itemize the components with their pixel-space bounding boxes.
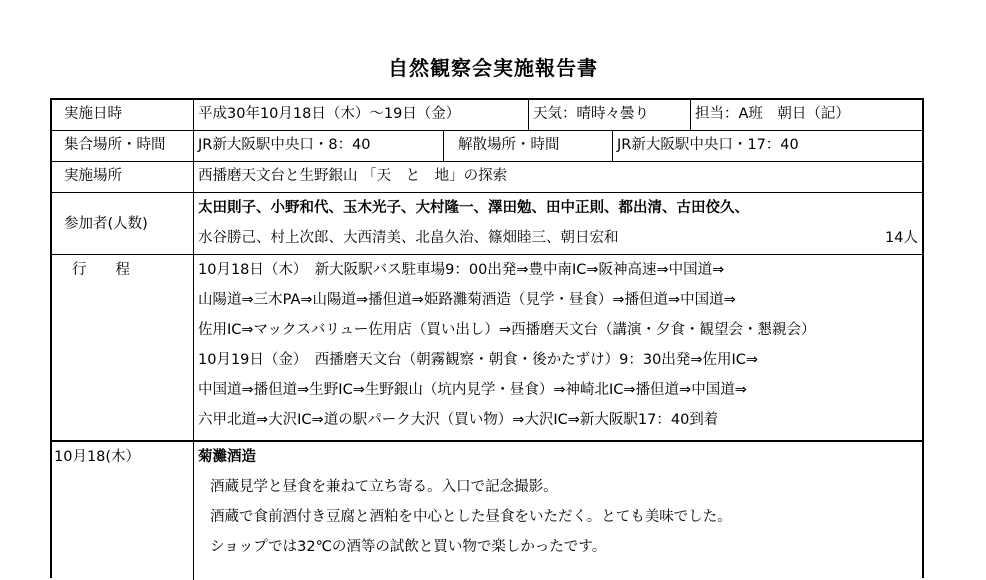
report-table [50,98,924,578]
row-meeting [52,130,922,161]
document-title: 自然観察会実施報告書 [388,56,598,80]
participants-line-1: 太田則子、小野和代、玉木光子、大村隆一、澤田勉、田中正則、都出清、古田佼久、 [198,200,749,216]
date-value: 平成30年10月18日（木）～19日（金） [193,100,528,130]
dismiss-label: 解散場所・時間 [443,131,612,161]
row-place [52,161,922,192]
reporter-value: 担当：A班 朝日（記） [690,100,922,130]
itinerary-label: 行 程 [72,262,130,278]
itinerary-line: 佐用IC⇒マックスバリュー佐用店（買い出し）⇒西播磨天文台（講演・夕食・観望会・懇親会） [198,322,816,338]
row-date [52,100,922,130]
itinerary-value [193,255,922,440]
participants-line-2-wrap [198,223,922,253]
report-line: ショップでは32℃の酒等の試飲と買い物で楽しかったです。 [210,539,607,555]
report-heading: 菊灘酒造 [198,449,256,465]
itinerary-line: 10月18日（木） 新大阪駅バス駐車場9：00出発⇒豊中南IC⇒阪神高速⇒中国道⇒ [198,262,725,278]
report-line: 酒蔵見学と昼食を兼ねて立ち寄る。入口で記念撮影。 [210,479,558,495]
weather-value: 天気：晴時々曇り [528,100,690,130]
participants-value [193,193,922,254]
participants-line-2: 水谷勝己、村上次郎、大西清美、北畠久治、篠畑睦三、朝日宏和 [198,230,619,246]
row-itinerary [52,254,922,440]
meeting-label: 集合場所・時間 [64,137,166,153]
row-report [52,440,922,580]
row-participants [52,192,922,254]
itinerary-line: 中国道⇒播但道⇒生野IC⇒生野銀山（坑内見学・昼食）⇒神崎北IC⇒播但道⇒中国道⇒ [198,382,747,398]
date-label: 実施日時 [64,106,122,122]
meeting-value: JR新大阪駅中央口・8：40 [193,131,443,161]
dismiss-value: JR新大阪駅中央口・17：40 [612,131,922,161]
report-body [193,442,922,580]
place-label: 実施場所 [64,168,122,184]
participants-label: 参加者(人数) [64,216,148,232]
itinerary-line: 10月19日（金） 西播磨天文台（朝霧観察・朝食・後かたずけ）9：30出発⇒佐用IC⇒ [198,352,759,368]
report-line: 酒蔵で食前酒付き豆腐と酒粕を中心とした昼食をいただく。とても美味でした。 [210,509,732,525]
report-date: 10月18(木） [54,449,141,465]
itinerary-line: 六甲北道⇒大沢IC⇒道の駅パーク大沢（買い物）⇒大沢IC⇒新大阪駅17：40到着 [198,412,719,428]
place-value: 西播磨天文台と生野銀山 「天 と 地」の探索 [193,162,922,192]
participants-count: 14人 [885,230,918,246]
itinerary-line: 山陽道⇒三木PA⇒山陽道⇒播但道⇒姫路灘菊酒造（見学・昼食）⇒播但道⇒中国道⇒ [198,292,736,308]
